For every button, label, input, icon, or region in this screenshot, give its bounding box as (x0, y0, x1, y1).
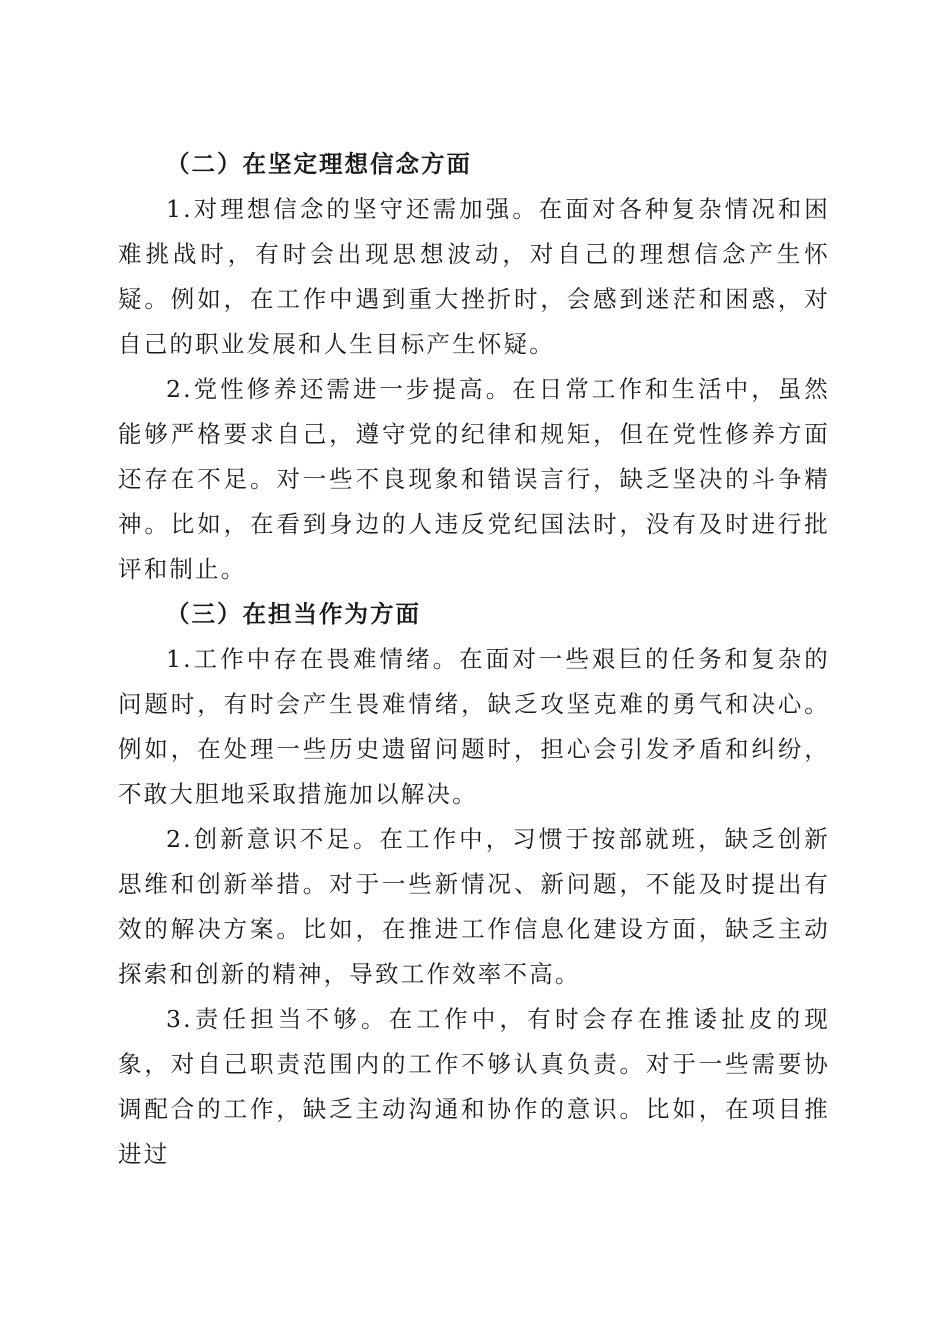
section-two-item-2: 2.党性修养还需进一步提高。在日常工作和生活中，虽然能够严格要求自己，遵守党的纪律和规矩，但在党性修养方面还存在不足。对一些不良现象和错误言行，缺乏坚决的斗争精神。比如，在看到身边的人违反党纪国法时，没有及时进行批评和制止。 (118, 375, 830, 583)
section-three-item-2: 2.创新意识不足。在工作中，习惯于按部就班，缺乏创新思维和创新举措。对于一些新情况、新问题，不能及时提出有效的解决方案。比如，在推进工作信息化建设方面，缺乏主动探索和创新的精神，导致工作效率不高。 (118, 825, 830, 988)
section-two-item-1: 1.对理想信念的坚守还需加强。在面对各种复杂情况和困难挑战时，有时会出现思想波动，对自己的理想信念产生怀疑。例如，在工作中遇到重大挫折时，会感到迷茫和困惑，对自己的职业发展和人生目标产生怀疑。 (118, 195, 830, 358)
section-three-heading: （三）在担当作为方面 (166, 600, 421, 628)
document-body (118, 142, 830, 1177)
section-three-item-3: 3.责任担当不够。在工作中，有时会存在推诿扯皮的现象，对自己职责范围内的工作不够认真负责。对于一些需要协调配合的工作，缺乏主动沟通和协作的意识。比如，在项目推进过 (118, 1005, 830, 1168)
section-two-heading: （二）在坚定理想信念方面 (166, 150, 472, 178)
section-three-item-1: 1.工作中存在畏难情绪。在面对一些艰巨的任务和复杂的问题时，有时会产生畏难情绪，缺乏攻坚克难的勇气和决心。例如，在处理一些历史遗留问题时，担心会引发矛盾和纠纷，不敢大胆地采取措施加以解决。 (118, 645, 830, 808)
